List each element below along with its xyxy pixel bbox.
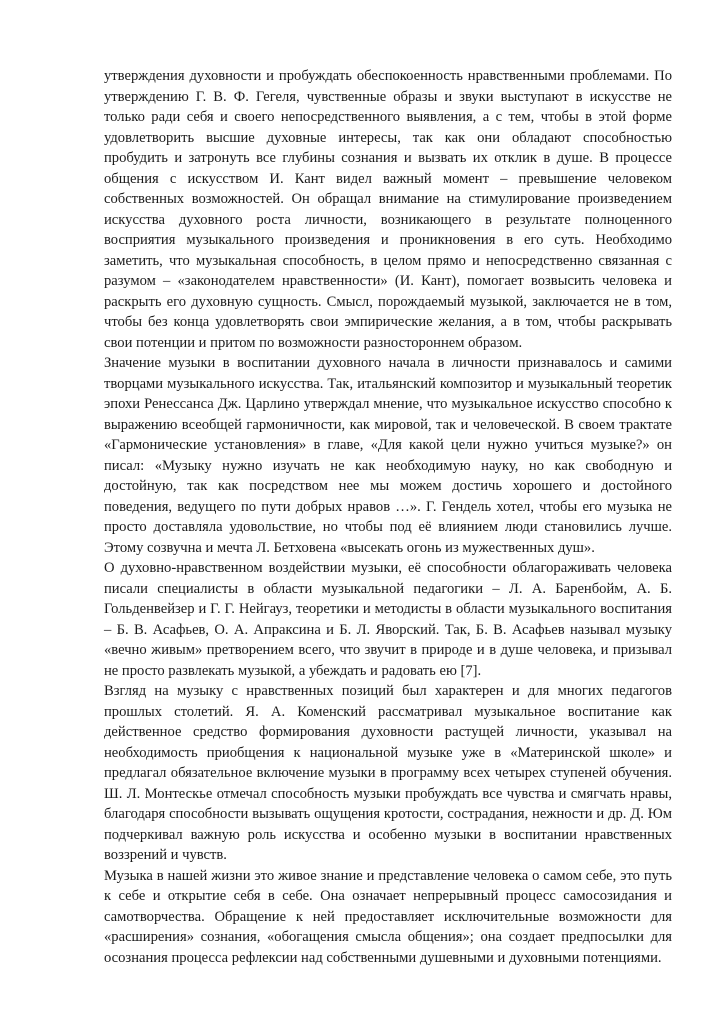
paragraph-hegel-kant: утверждения духовности и пробуждать обеспокоенность нравственными проблемами. По утверждению Г. В. Ф. Гегеля, чувственные образы и звуки выступают в искусстве не только ради себя и своего непосредственного выявления, а с тем, чтобы в этой форме удовлетворить высшие духовные интересы, так как они обладают способностью пробудить и затронуть все глубины сознания и вызвать их отклик в душе. В процессе общения с искусством И. Кант видел важный момент – превышение человеком собственных возможностей. Он обращал внимание на стимулирование произведением искусства духовного роста личности, возникающего в результате полноценного восприятия музыкального произведения и проникновения в его суть. Необходимо заметить, что музыкальная способность, в целом прямо и непосредственно связанная с разумом – «законодателем нравственности» (И. Кант), помогает возвысить человека и раскрыть его духовную сущность. Смысл, порождаемый музыкой, заключается не в том, чтобы без конца удовлетворять свои эмпирические желания, а в том, чтобы раскрывать свои потенции и притом по возможности разностороннем образом. [104,68,672,351]
paragraph-comenius-montesquieu: Взгляд на музыку с нравственных позиций был характерен и для многих педагогов прошлых столетий. Я. А. Коменский рассматривал музыкальное воспитание как действенное средство формирования духовности растущей личности, указывал на необходимость приобщения к национальной музыке уже в «Материнской школе» и предлагал обязательное включение музыки в программу всех четырех ступеней обучения. Ш. Л. Монтескье отмечал способность музыки пробуждать все чувства и смягчать нравы, благодаря способности вызывать ощущения кротости, сострадания, нежности и др. Д. Юм подчеркивал важную роль искусства и особенно музыки в воспитании нравственных воззрений и чувств. [104,683,672,863]
paragraph-zarlino-handel: Значение музыки в воспитании духовного начала в личности признавалось и самими творцами музыкального искусства. Так, итальянский композитор и музыкальный теоретик эпохи Ренессанса Дж. Царлино утверждал мнение, что музыкальное искусство способно к выражению всеобщей гармоничности, как мировой, так и человеческой. В своем трактате «Гармонические установления» в главе, «Для какой цели нужно учиться музыке?» он писал: «Музыку нужно изучать не как необходимую науку, но как свободную и достойную, так как посредством нее мы можем достичь хорошего и достойного поведения, ведущего по пути добрых нравов …». Г. Гендель хотел, чтобы его музыка не просто доставляла удовольствие, но чтобы под её влиянием люди становились лучше. Этому созвучна и мечта Л. Бетховена «высекать огонь из мужественных душ». [104,355,672,556]
paragraph-music-pedagogy: О духовно-нравственном воздействии музыки, её способности облагораживать человека писали специалисты в области музыкальной педагогики – Л. А. Баренбойм, А. Б. Гольденвейзер и Г. Г. Нейгауз, теоретики и методисты в области музыкального воспитания – Б. В. Асафьев, О. А. Апраксина и Б. Л. Яворский. Так, Б. В. Асафьев называл музыку «вечно живым» претворением всего, что звучит в природе и в душе человека, и призывал не просто развлекать музыкой, а убеждать и радовать ею [7]. [104,560,672,679]
paragraph-music-in-life: Музыка в нашей жизни это живое знание и представление человека о самом себе, это путь к себе и открытие себя в себе. Она означает непрерывный процесс самосозидания и самотворчества. Обращение к ней предоставляет исключительные возможности для «расширения» сознания, «обогащения смысла общения»; она создает предпосылки для осознания процесса рефлексии над собственными душевными и духовными потенциями. [104,867,672,966]
document-page [104,66,672,968]
